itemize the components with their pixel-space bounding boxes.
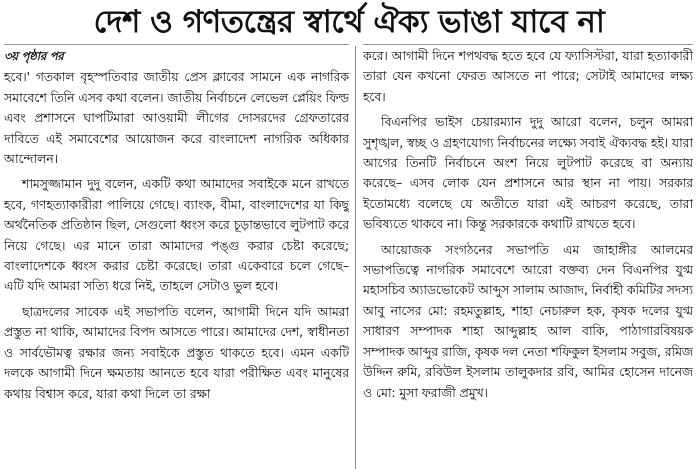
article-headline: দেশ ও গণতন্ত্রের স্বার্থে ঐক্য ভাঙা যাবে না xyxy=(93,4,605,40)
article-paragraph: আয়োজক সংগঠনের সভাপতি এম জাহাঙ্গীর আলমের সভাপতিত্বে নাগরিক সমাবেশে আরো বক্তব্য দেন বিএনপির যুগ্ম মহাসচিব অ্যাডভোকেট আব্দুস সালাম আজাদ, নির্বাহী কমিটির সদস্য আবু নাসের মো: রহমতুল্লাহ, শাহা নেচারুল হক, কৃষক দলের যুগ্ম সাধারণ সম্পাদক শাহা আব্দুল্লাহ আল বাকি, পাঠাগারবিষয়ক সম্পাদক আব্দুর রাজি, কৃষক দল নেতা শফিকুল ইসলাম সবুজ, রমিজ উদ্দিন রুমি, রবিউল ইসলাম তালুকদার রবি, আমির হোসেন দানেজ ও মো: মুসা ফরাজী প্রমুখ। xyxy=(363,241,693,400)
article-column-right xyxy=(363,46,693,469)
article-paragraph: করে। আগামী দিনে শপথবদ্ধ হতে হবে যে ফ্যাসিস্টরা, যারা হত্যাকারী তারা যেন কখনো ফেরত আসতে না পারে; সেটাই আমাদের লক্ষ্য হবে। xyxy=(363,48,693,104)
continued-from-label: ৩য় পৃষ্ঠার পর xyxy=(4,49,64,63)
article-paragraph: হবে।' গতকাল বৃহস্পতিবার জাতীয় প্রেস ক্লাবের সামনে এক নাগরিক সমাবেশে তিনি এসব কথা বলেন। জাতীয় নির্বাচনে লেভেল প্লেয়িং ফিল্ড এবং প্রশাসনে ঘাপটিমারা আওয়ামী লীগের দোসরদের গ্রেফতারের দাবিতে এই সমাবেশের আয়োজন করে বাংলাদেশ নাগরিক অধিকার আন্দোলন। xyxy=(4,69,349,167)
article-column-left xyxy=(4,46,349,469)
article-paragraph: শামসুজ্জামান দুদু বলেন, একটি কথা আমাদের সবাইকে মনে রাখতে হবে, গণহত্যাকারীরা পালিয়ে গেছে। ব্যাংক, বীমা, বাংলাদেশের যা কিছু অর্থনৈতিক প্রতিষ্ঠান ছিল, সেগুলো ধ্বংস করে চূড়ান্তভাবে লুটপাট করে নিয়ে গেছে। এর মানে তারা আমাদের পঙ্গু করার চেষ্টা করেছে; বাংলাদেশকে ধ্বংস করার চেষ্টা করেছে। তারা একেবারে চলে গেছে– এটি যদি আমরা সত্যি ধরে নিই, তাহলে সেটাও ভুল হবে। xyxy=(4,176,349,294)
headline-rule-right xyxy=(363,44,693,45)
article-paragraph: বিএনপির ভাইস চেয়ারম্যান দুদু আরো বলেন, চলুন আমরা সুশৃঙ্খল, স্বচ্ছ ও গ্রহণযোগ্য নির্বাচনের লক্ষ্যে সবাই ঐক্যবদ্ধ হই। যারা আগের তিনটি নির্বাচনে অংশ নিয়ে লুটপাট করেছে বা অন্যায় করেছে– এসব লোক যেন প্রশাসনে আর স্থান না পায়। সরকার ইতোমধ্যে বলেছে যে অতীতে যারা এই আচরণ করেছে, তারা ভবিষ্যতে থাকবে না। কিন্তু সরকারকে কথাটি রাখতে হবে। xyxy=(363,114,693,232)
headline-rule-left xyxy=(4,44,349,45)
column-divider xyxy=(355,46,356,469)
article-paragraph: ছাত্রদলের সাবেক এই সভাপতি বলেন, আগামী দিনে যদি আমরা প্রস্তুত না থাকি, আমাদের বিপদ আসতে পারে। আমাদের দেশ, স্বাধীনতা ও সার্বভৌমত্ব রক্ষার জন্য সবাইকে প্রস্তুত থাকতে হবে। এমন একটি দলকে আগামী দিনে ক্ষমতায় আনতে হবে যারা পরীক্ষিত এবং মানুষের কথায় বিশ্বাস করে, যারা কথা দিলে তা রক্ষা xyxy=(4,303,349,401)
